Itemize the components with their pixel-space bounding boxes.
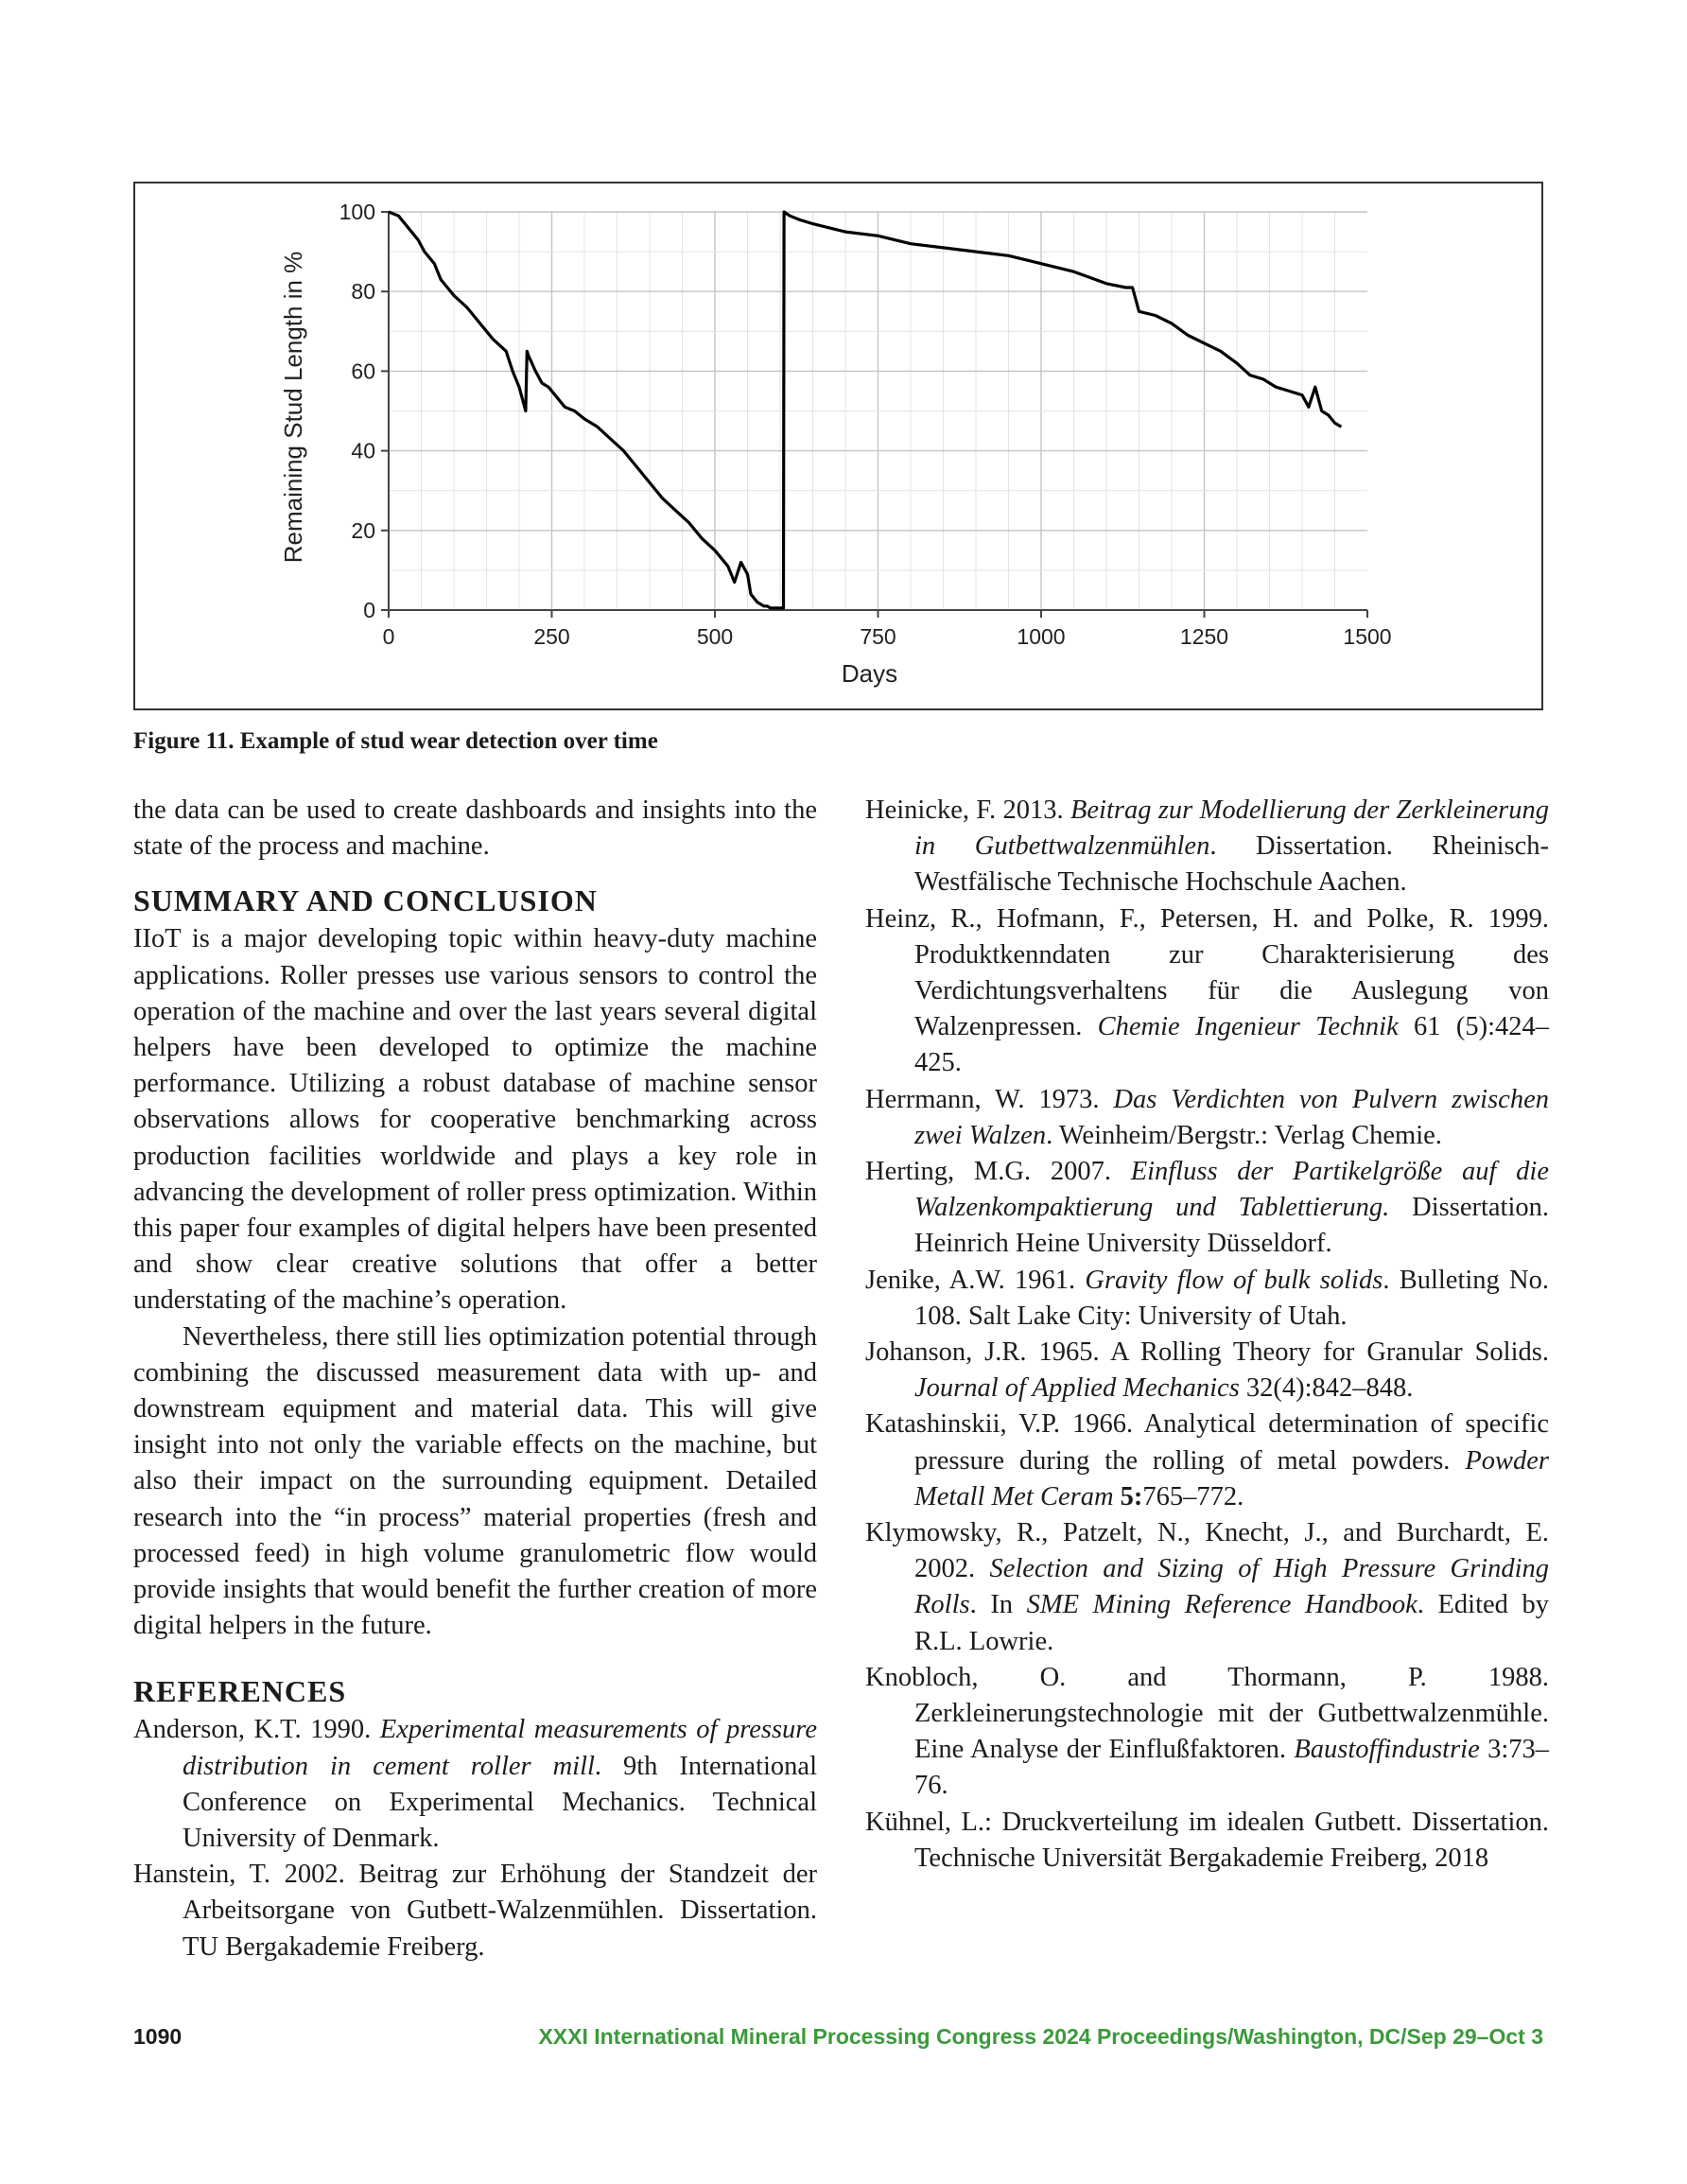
figure-frame — [133, 182, 1543, 710]
stud-wear-chart — [135, 183, 1541, 708]
reference-johanson: Johanson, J.R. 1965. A Rolling Theory for Granular Solids. Journal of Applied Mechanics 32(4):842–848. — [865, 1337, 1549, 1404]
y-tick-label: 0 — [363, 598, 375, 622]
y-axis-label: Remaining Stud Length in % — [279, 251, 307, 564]
chart-axes — [381, 212, 1367, 618]
reference-anderson: Anderson, K.T. 1990. Experimental measurements of pressure distribution in cement roller mill. 9th International Conference on Experimental Mechanics. Technical University of Denmark. — [133, 1715, 817, 1854]
chart-series-layer — [389, 212, 1341, 608]
left-column — [133, 793, 817, 1966]
chart-grid — [389, 212, 1367, 610]
references-heading: REFERENCES — [133, 1674, 347, 1709]
reference-heinz: Heinz, R., Hofmann, F., Petersen, H. and Polke, R. 1999. Produktkenndaten zur Charakterisierung des Verdichtungsverhaltens für die Auslegung von Walzenpressen. Chemie Ingenieur Technik 61 (5):424–425. — [865, 903, 1549, 1078]
chart-labels — [279, 200, 1392, 688]
x-tick-label: 0 — [382, 624, 395, 649]
figure-caption: Figure 11. Example of stud wear detection over time — [133, 728, 658, 754]
reference-herrmann: Herrmann, W. 1973. Das Verdichten von Pulvern zwischen zwei Walzen. Weinheim/Bergstr.: Verlag Chemie. — [865, 1084, 1549, 1150]
x-tick-label: 1000 — [1017, 624, 1066, 649]
x-tick-label: 250 — [533, 624, 570, 649]
intro-paragraph: the data can be used to create dashboards and insights into the state of the process and machine. — [133, 795, 817, 862]
right-column — [865, 793, 1549, 1877]
reference-klymowsky: Klymowsky, R., Patzelt, N., Knecht, J., and Burchardt, E. 2002. Selection and Sizing of High Pressure Grinding Rolls. In SME Mining Reference Handbook. Edited by R.L. Lowrie. — [865, 1518, 1549, 1656]
reference-katashinskii: Katashinskii, V.P. 1966. Analytical determination of specific pressure during the rolling of metal powders. Powder Metall Met Ceram 5:765–772. — [865, 1409, 1549, 1511]
summary-heading: SUMMARY AND CONCLUSION — [133, 883, 598, 918]
y-tick-label: 20 — [351, 517, 375, 543]
summary-paragraph-2: Nevertheless, there still lies optimization potential through combining the discussed measurement data with up- and downstream equipment and material data. This will give insight into not only the variable effects on the machine, but also their impact on the surrounding equipment. Detailed research into the “in process” material properties (fresh and processed feed) in high volume granulometric flow would provide insights that would benefit the further creation of more digital helpers in the future. — [133, 1321, 817, 1641]
page-number: 1090 — [133, 2024, 183, 2049]
x-tick-label: 500 — [696, 624, 734, 649]
x-tick-label: 1500 — [1343, 624, 1392, 649]
reference-knobloch: Knobloch, O. and Thormann, P. 1988. Zerkleinerungstechnologie mit der Gutbettwalzenmühle. Eine Analyse der Einflußfaktoren. Baustoffindustrie 3:73–76. — [865, 1662, 1549, 1801]
reference-kuhnel: Kühnel, L.: Druckverteilung im idealen Gutbett. Dissertation. Technische Universität Bergakademie Freiberg, 2018 — [865, 1807, 1549, 1873]
series-line-1 — [389, 212, 1341, 608]
reference-hanstein: Hanstein, T. 2002. Beitrag zur Erhöhung der Standzeit der Arbeitsorgane von Gutbett-Walzenmühlen. Dissertation. TU Bergakademie Freiberg. — [133, 1860, 817, 1962]
reference-heinicke: Heinicke, F. 2013. Beitrag zur Modellierung der Zerkleinerung in Gutbettwalzenmühlen. Dissertation. Rheinisch-Westfälische Technische Hochschule Aachen. — [865, 795, 1550, 898]
y-tick-label: 40 — [351, 438, 375, 463]
x-tick-label: 1250 — [1179, 624, 1229, 649]
x-axis-label: Days — [841, 659, 898, 688]
reference-herting: Herting, M.G. 2007. Einfluss der Partikelgröße auf die Walzenkompaktierung und Tablettierung. Dissertation. Heinrich Heine University Düsseldorf. — [865, 1157, 1549, 1259]
y-tick-label: 60 — [351, 358, 375, 384]
summary-paragraph-1: IIoT is a major developing topic within heavy-duty machine applications. Roller presses use various sensors to control the operation of the machine and over the last years several digital helpers have been developed to optimize the machine performance. Utilizing a robust database of machine sensor observations allows for cooperative benchmarking across production facilities worldwide and plays a key role in advancing the development of roller press optimization. Within this paper four examples of digital helpers have been presented and show clear creative solutions that offer a better understating of the machine’s operation. — [133, 924, 817, 1316]
y-tick-label: 80 — [351, 279, 375, 305]
x-tick-label: 750 — [860, 624, 896, 649]
reference-jenike: Jenike, A.W. 1961. Gravity flow of bulk solids. Bulleting No. 108. Salt Lake City: University of Utah. — [865, 1265, 1549, 1331]
footer-text: XXXI International Mineral Processing Congress 2024 Proceedings/Washington, DC/Sep 29–Oct 3 — [538, 2024, 1543, 2049]
y-tick-label: 100 — [339, 200, 375, 224]
